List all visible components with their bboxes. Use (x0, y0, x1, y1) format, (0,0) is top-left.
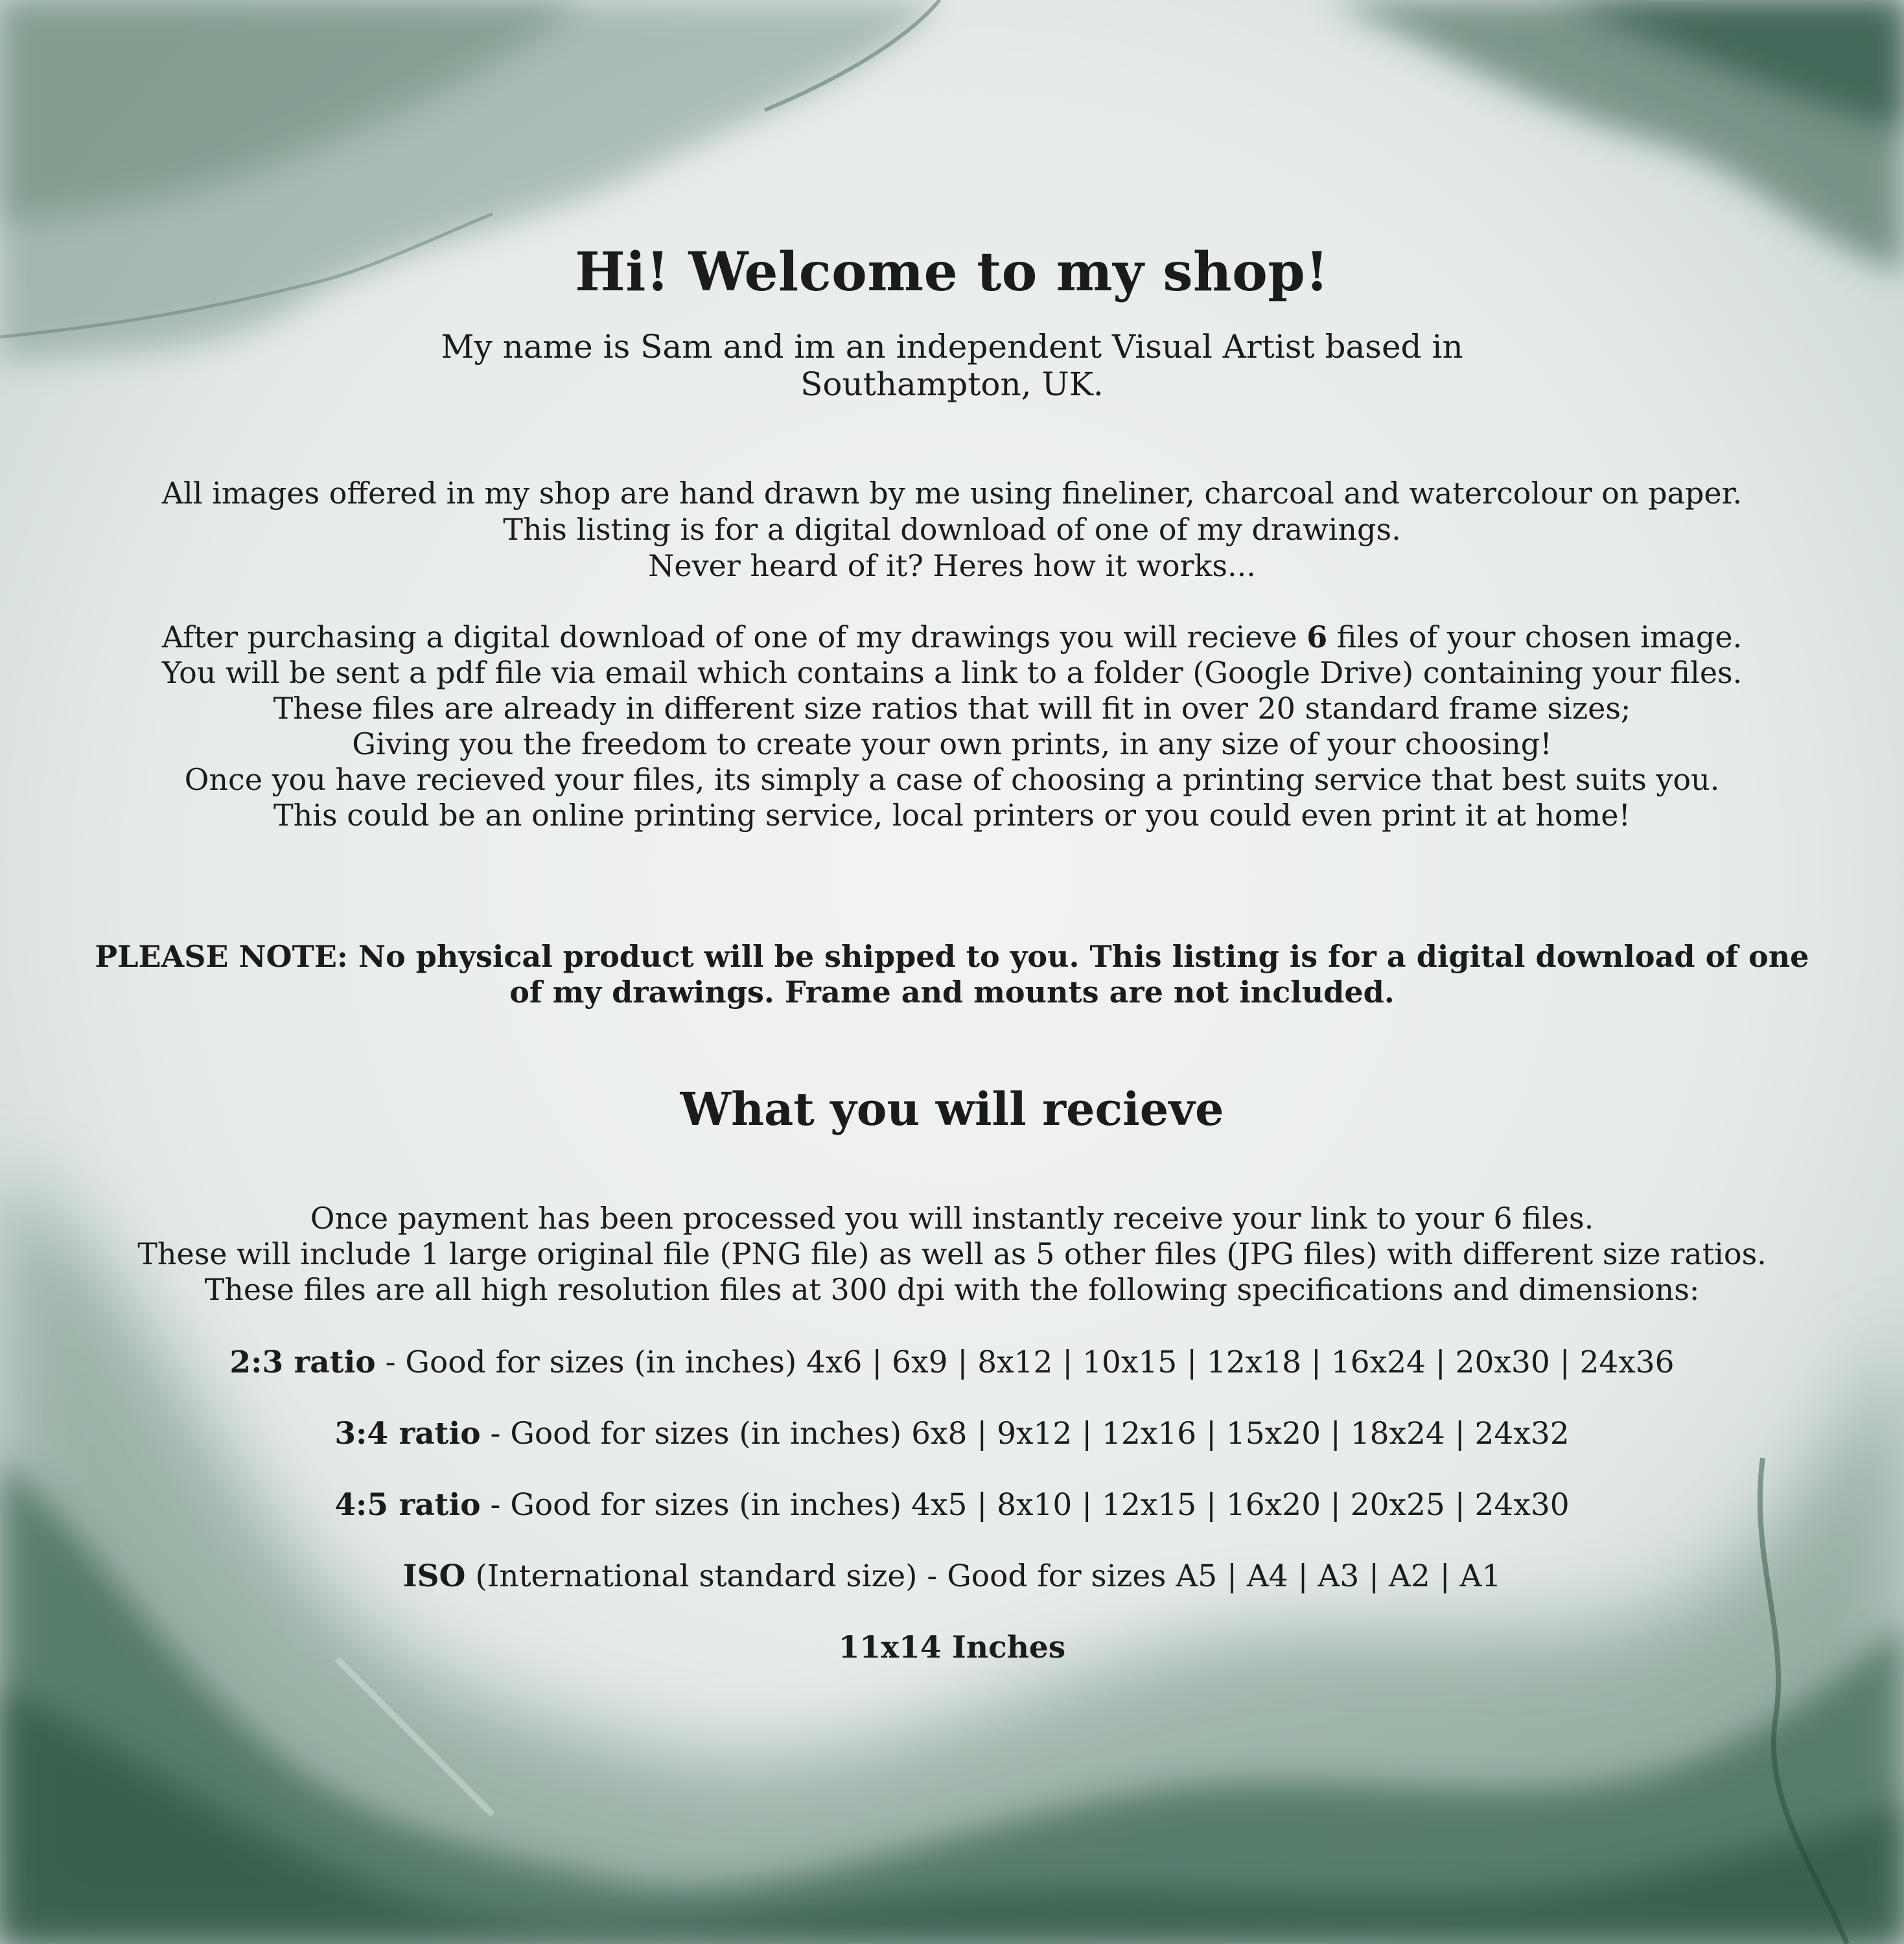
receive-line: Once payment has been processed you will instantly receive your link to your 6 files. (310, 1201, 1594, 1236)
file-count: 6 (1306, 619, 1328, 654)
ratio-sizes: - Good for sizes (in inches) 4x5 | 8x10 | 12x15 | 16x20 | 20x25 | 24x30 (480, 1487, 1570, 1523)
ratio-row-11x14: 11x14 Inches (838, 1630, 1066, 1665)
ratio-label: 2:3 ratio (229, 1345, 376, 1380)
about-line: All images offered in my shop are hand drawn by me using fineliner, charcoal and watercolour on paper. (161, 476, 1743, 511)
intro-line: Southampton, UK. (800, 365, 1104, 403)
receive-paragraph (0, 1201, 1904, 1308)
howto-line: You will be sent a pdf file via email which contains a link to a folder (Google Drive) containing your files. (161, 655, 1743, 690)
ratio-sizes: - Good for sizes (in inches) 6x8 | 9x12 | 12x16 | 15x20 | 18x24 | 24x32 (480, 1416, 1570, 1452)
how-it-works-paragraph (0, 619, 1904, 833)
about-line: Never heard of it? Heres how it works... (648, 548, 1256, 583)
howto-line: Once you have recieved your files, its simply a case of choosing a printing service that best suits you. (184, 762, 1720, 797)
receive-line: These files are all high resolution files at 300 dpi with the following specifications and dimensions: (204, 1272, 1700, 1307)
ratio-row-3-4 (0, 1411, 1904, 1483)
ratio-label: 3:4 ratio (334, 1416, 481, 1452)
howto-text: After purchasing a digital download of one of my drawings you will recieve (161, 619, 1307, 654)
ratio-list (0, 1340, 1904, 1696)
welcome-title: Hi! Welcome to my shop! (575, 241, 1329, 303)
note-line: PLEASE NOTE: No physical product will be shipped to you. This listing is for a digital download of one (95, 939, 1809, 974)
about-line: This listing is for a digital download of one of my drawings. (503, 512, 1401, 547)
receive-line: These will include 1 large original file (PNG file) as well as 5 other files (JPG files) with different size ratios. (137, 1236, 1767, 1271)
ratio-sizes: (International standard size) - Good for sizes A5 | A4 | A3 | A2 | A1 (465, 1558, 1502, 1594)
about-paragraph (0, 475, 1904, 584)
ratio-label: 4:5 ratio (334, 1487, 481, 1523)
ratio-row-iso (0, 1554, 1904, 1625)
receive-title: What you will recieve (680, 1082, 1224, 1136)
please-note (0, 939, 1904, 1010)
ratio-sizes: - Good for sizes (in inches) 4x6 | 6x9 | 8x12 | 10x15 | 12x18 | 16x24 | 20x30 | 24x36 (375, 1345, 1675, 1380)
howto-line: Giving you the freedom to create your own prints, in any size of your choosing! (352, 726, 1552, 761)
ratio-row-4-5 (0, 1483, 1904, 1554)
howto-line: These files are already in different size ratios that will fit in over 20 standard frame sizes; (273, 691, 1631, 726)
ratio-label: ISO (402, 1558, 466, 1594)
note-line: of my drawings. Frame and mounts are not included. (509, 975, 1395, 1010)
howto-text: files of your chosen image. (1327, 619, 1743, 654)
intro-paragraph (0, 328, 1904, 403)
intro-line: My name is Sam and im an independent Visual Artist based in (441, 328, 1463, 365)
ratio-row-2-3 (0, 1340, 1904, 1411)
howto-line: This could be an online printing service, local printers or you could even print it at home! (273, 798, 1631, 833)
howto-line (0, 619, 1904, 655)
